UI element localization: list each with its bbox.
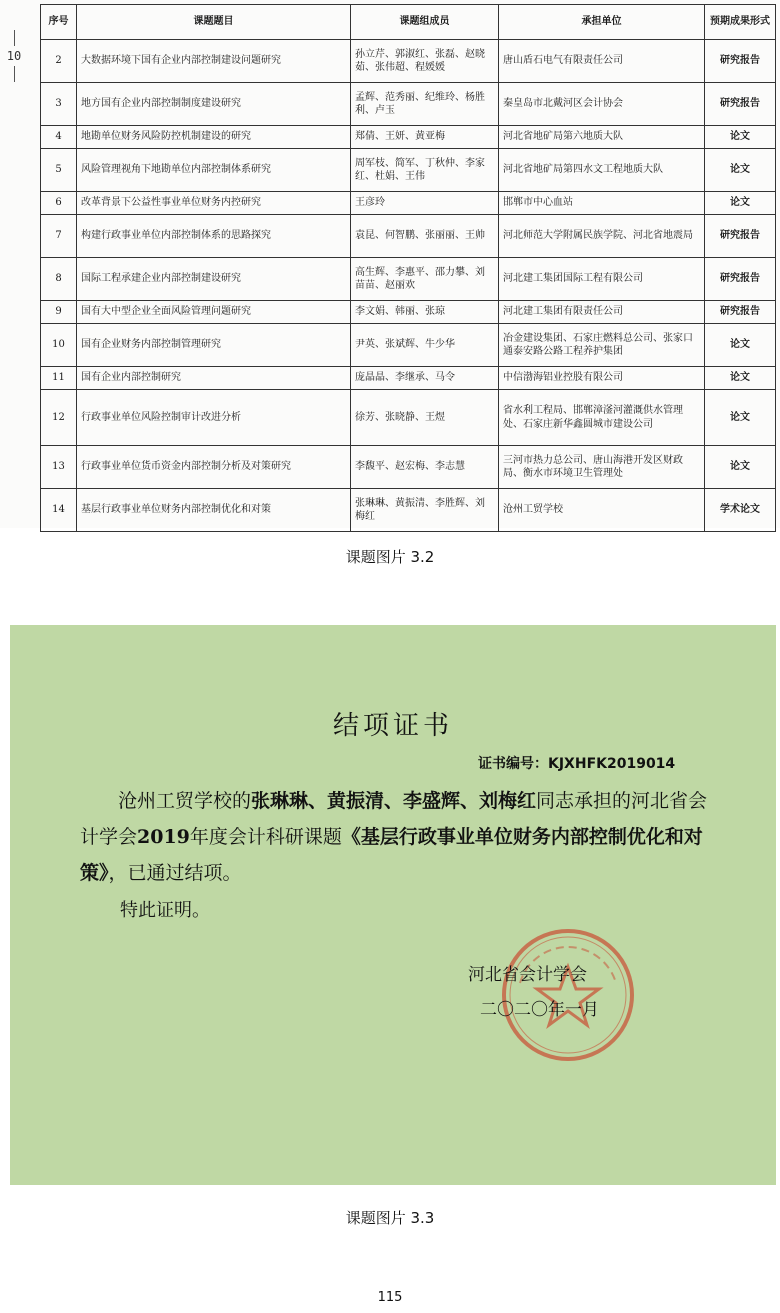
cell-title: 国有企业内部控制研究	[77, 367, 351, 390]
certificate-number: 证书编号：KJXHFK2019014	[478, 756, 676, 772]
cell-no: 8	[41, 258, 77, 301]
certificate-body	[80, 783, 720, 891]
cell-title: 国有企业财务内部控制管理研究	[77, 324, 351, 367]
cell-members: 张琳琳、黄振清、李胜辉、刘梅红	[351, 489, 499, 532]
cell-output: 论文	[705, 446, 776, 489]
cell-members: 袁昆、何智鹏、张丽丽、王帅	[351, 215, 499, 258]
certificate-closing: 特此证明。	[120, 900, 210, 921]
cell-output: 研究报告	[705, 83, 776, 126]
cell-no: 7	[41, 215, 77, 258]
cell-unit: 河北省地矿局第六地质大队	[499, 126, 705, 149]
cell-output: 研究报告	[705, 301, 776, 324]
cell-no: 2	[41, 40, 77, 83]
body-text: 同志承担的河北省会计学会	[80, 790, 708, 848]
cell-title: 基层行政事业单位财务内部控制优化和对策	[77, 489, 351, 532]
cell-members: 孙立芹、郭淑红、张磊、赵晓茹、张伟超、程媛媛	[351, 40, 499, 83]
cell-title: 行政事业单位货币资金内部控制分析及对策研究	[77, 446, 351, 489]
cell-title: 地方国有企业内部控制制度建设研究	[77, 83, 351, 126]
cell-title: 国际工程承建企业内部控制建设研究	[77, 258, 351, 301]
body-members: 张琳琳、黄振清、李盛辉、刘梅红	[251, 790, 537, 812]
cell-output: 论文	[705, 192, 776, 215]
cell-unit: 河北建工集团有限责任公司	[499, 301, 705, 324]
cell-unit: 唐山盾石电气有限责任公司	[499, 40, 705, 83]
body-year: 2019	[137, 826, 190, 848]
table-row	[41, 301, 776, 324]
table-row	[41, 258, 776, 301]
cell-unit: 冶金建设集团、石家庄燃料总公司、张家口通泰安路公路工程养护集团	[499, 324, 705, 367]
cell-unit: 沧州工贸学校	[499, 489, 705, 532]
certificate-title: 结项证书	[332, 711, 453, 741]
body-text: 沧州工贸学校的	[118, 790, 252, 812]
header-unit: 承担单位	[499, 5, 705, 40]
cell-no: 11	[41, 367, 77, 390]
cell-output: 论文	[705, 390, 776, 446]
cell-no: 9	[41, 301, 77, 324]
cell-members: 李馥平、赵宏梅、李志慧	[351, 446, 499, 489]
research-topics-table	[40, 4, 776, 532]
cell-output: 论文	[705, 367, 776, 390]
issue-date: 二〇二〇年一月	[480, 1000, 599, 1020]
cell-title: 大数据环境下国有企业内部控制建设问题研究	[77, 40, 351, 83]
body-text: ，已通过结项。	[108, 862, 242, 884]
cell-title: 行政事业单位风险控制审计改进分析	[77, 390, 351, 446]
cell-unit: 河北省地矿局第四水文工程地质大队	[499, 149, 705, 192]
cell-members: 高生辉、李惠平、邵力攀、刘苗苗、赵丽欢	[351, 258, 499, 301]
cell-unit: 河北师范大学附属民族学院、河北省地震局	[499, 215, 705, 258]
page-number: 115	[377, 1290, 403, 1305]
side-page-number: 10	[3, 30, 25, 82]
table-header-row	[41, 5, 776, 40]
cell-members: 李文娟、韩丽、张琼	[351, 301, 499, 324]
cell-title: 地勘单位财务风险防控机制建设的研究	[77, 126, 351, 149]
cell-title: 风险管理视角下地勘单位内部控制体系研究	[77, 149, 351, 192]
caption-figure-3-2: 课题图片 3.2	[345, 548, 435, 566]
cell-no: 5	[41, 149, 77, 192]
completion-certificate	[10, 625, 776, 1185]
cell-title: 国有大中型企业全面风险管理问题研究	[77, 301, 351, 324]
cell-members: 孟辉、范秀丽、纪维玲、杨胜利、卢玉	[351, 83, 499, 126]
cell-members: 庞晶晶、李继承、马令	[351, 367, 499, 390]
caption-figure-3-3: 课题图片 3.3	[345, 1209, 435, 1227]
cell-unit: 省水利工程局、邯郸漳滏河灌溉供水管理处、石家庄新华鑫圆城市建设公司	[499, 390, 705, 446]
cell-output: 论文	[705, 324, 776, 367]
header-output: 预期成果形式	[705, 5, 776, 40]
cell-output: 研究报告	[705, 258, 776, 301]
cell-no: 14	[41, 489, 77, 532]
table-row	[41, 390, 776, 446]
header-title: 课题题目	[77, 5, 351, 40]
cell-unit: 河北建工集团国际工程有限公司	[499, 258, 705, 301]
cell-no: 12	[41, 390, 77, 446]
body-topic: 《基层行政事业单位财务内部控制优化和对策》	[80, 826, 703, 884]
table-row	[41, 489, 776, 532]
cell-output: 论文	[705, 126, 776, 149]
cell-no: 10	[41, 324, 77, 367]
cell-title: 构建行政事业单位内部控制体系的思路探究	[77, 215, 351, 258]
table-row	[41, 126, 776, 149]
body-text: 年度会计科研课题	[189, 826, 342, 848]
table-row	[41, 149, 776, 192]
table-row	[41, 215, 776, 258]
cell-unit: 三河市热力总公司、唐山海港开发区财政局、衡水市环境卫生管理处	[499, 446, 705, 489]
cell-unit: 中信渤海铝业控股有限公司	[499, 367, 705, 390]
cell-output: 研究报告	[705, 40, 776, 83]
cell-members: 尹英、张斌辉、牛少华	[351, 324, 499, 367]
cell-no: 6	[41, 192, 77, 215]
cell-output: 学术论文	[705, 489, 776, 532]
cell-unit: 邯郸市中心血站	[499, 192, 705, 215]
cell-no: 13	[41, 446, 77, 489]
cell-members: 郑倩、王妍、黄亚梅	[351, 126, 499, 149]
cell-members: 周军枝、简军、丁秋仲、李家红、杜娟、王伟	[351, 149, 499, 192]
scanned-table-page	[0, 0, 780, 528]
cell-no: 3	[41, 83, 77, 126]
cell-output: 论文	[705, 149, 776, 192]
cell-members: 王彦玲	[351, 192, 499, 215]
cell-title: 改革背景下公益性事业单位财务内控研究	[77, 192, 351, 215]
table-row	[41, 192, 776, 215]
table-row	[41, 446, 776, 489]
cell-unit: 秦皇岛市北戴河区会计协会	[499, 83, 705, 126]
table-row	[41, 324, 776, 367]
issuing-organization: 河北省会计学会	[468, 965, 587, 985]
table-row	[41, 83, 776, 126]
cell-members: 徐芳、张晓静、王煜	[351, 390, 499, 446]
header-no: 序号	[41, 5, 77, 40]
table-row	[41, 40, 776, 83]
header-members: 课题组成员	[351, 5, 499, 40]
cell-output: 研究报告	[705, 215, 776, 258]
table-row	[41, 367, 776, 390]
cell-no: 4	[41, 126, 77, 149]
